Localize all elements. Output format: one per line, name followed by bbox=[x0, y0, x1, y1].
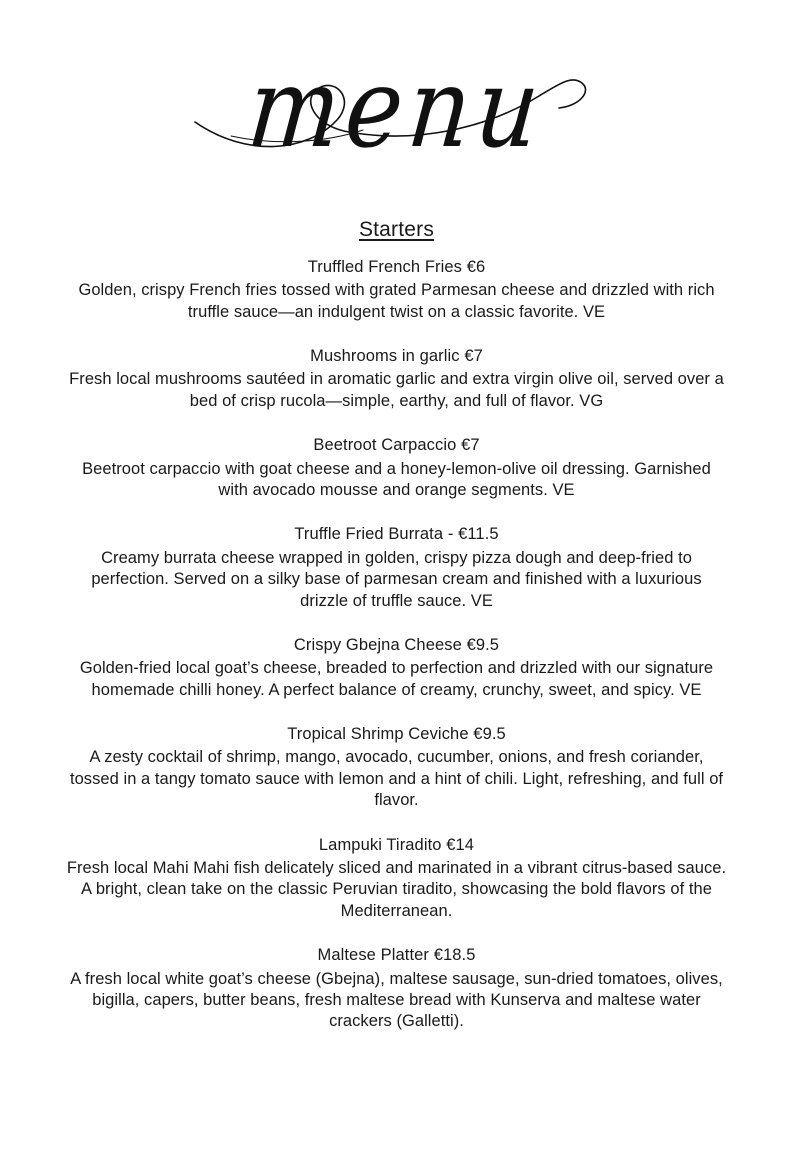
menu-item bbox=[67, 256, 727, 323]
section-heading: Starters bbox=[358, 218, 435, 241]
menu-item-name: Maltese Platter €18.5 bbox=[317, 946, 476, 965]
menu-item-name: Truffle Fried Burrata - €11.5 bbox=[294, 525, 499, 544]
menu-item-name: Beetroot Carpaccio €7 bbox=[313, 436, 480, 455]
menu-item-description: Golden, crispy French fries tossed with grated Parmesan cheese and drizzled with rich truffle sauce—an indulgent twist on a classic favorite. VE bbox=[78, 281, 715, 321]
menu-item-description: Creamy burrata cheese wrapped in golden, crispy pizza dough and deep-fried to perfection. Served on a silky base of parmesan cream and finished with a luxurious drizzle of truffle sauce. VE bbox=[91, 548, 702, 610]
menu-item-name: Lampuki Tiradito €14 bbox=[318, 835, 475, 854]
menu-item bbox=[67, 834, 727, 923]
menu-item-description: Fresh local mushrooms sautéed in aromatic garlic and extra virgin olive oil, served over a bed of crisp rucola—simple, earthy, and full of flavor. VG bbox=[69, 370, 724, 410]
menu-item-name: Truffled French Fries €6 bbox=[307, 258, 486, 276]
menu-item-description: A fresh local white goat’s cheese (Gbejna), maltese sausage, sun-dried tomatoes, olives, bigilla, capers, butter beans, fresh maltese bread with Kunserva and maltese water crackers (Galletti). bbox=[70, 969, 723, 1031]
menu-item-description: Fresh local Mahi Mahi fish delicately sliced and marinated in a vibrant citrus-based sauce. A bright, clean take on the classic Peruvian tiradito, showcasing the bold flavors of the Mediterranean. bbox=[66, 858, 727, 920]
menu-item bbox=[67, 434, 727, 501]
menu-item bbox=[67, 345, 727, 412]
menu-item-name: Tropical Shrimp Ceviche €9.5 bbox=[287, 725, 506, 744]
menu-item-description: Golden-fried local goat’s cheese, breaded to perfection and drizzled with our signature homemade chilli honey. A perfect balance of creamy, crunchy, sweet, and spicy. VE bbox=[79, 659, 714, 699]
menu-item bbox=[67, 634, 727, 701]
menu-item bbox=[67, 723, 727, 812]
menu-item-description: A zesty cocktail of shrimp, mango, avocado, cucumber, onions, and fresh coriander, tossed in a tangy tomato sauce with lemon and a hint of chili. Light, refreshing, and full of flavor. bbox=[69, 748, 724, 810]
menu-body bbox=[67, 218, 727, 1033]
menu-item bbox=[67, 523, 727, 612]
menu-item bbox=[67, 944, 727, 1033]
menu-page bbox=[0, 28, 793, 1150]
menu-item-name: Mushrooms in garlic €7 bbox=[310, 347, 483, 366]
menu-item-name: Crispy Gbejna Cheese €9.5 bbox=[293, 636, 500, 654]
menu-section-starters bbox=[67, 218, 727, 1033]
menu-title-block bbox=[40, 28, 753, 188]
menu-item-description: Beetroot carpaccio with goat cheese and a honey-lemon-olive oil dressing. Garnished with avocado mousse and orange segments. VE bbox=[82, 459, 711, 499]
page-title: menu bbox=[242, 43, 551, 173]
